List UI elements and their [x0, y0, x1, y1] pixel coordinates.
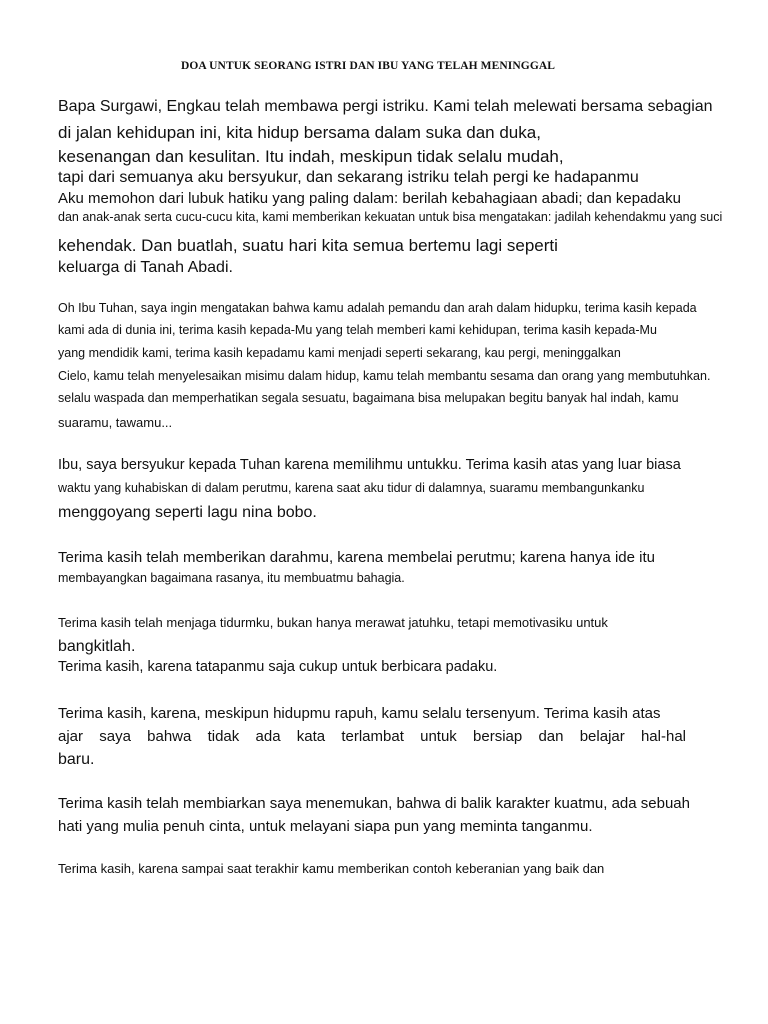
- text-line-1: Bapa Surgawi, Engkau telah membawa pergi istriku. Kami telah melewati bersama sebagian: [58, 98, 713, 115]
- text-line-18: Terima kasih telah memberikan darahmu, karena membelai perutmu; karena hanya ide itu: [58, 549, 655, 566]
- text-line-13: selalu waspada dan memperhatikan segala sesuatu, bagaimana bisa melupakan begitu banyak hal indah, kamu: [58, 391, 679, 405]
- text-line-22: Terima kasih, karena tatapanmu saja cukup untuk berbicara padaku.: [58, 659, 498, 675]
- text-line-5: Aku memohon dari lubuk hatiku yang paling dalam: berilah kebahagiaan abadi; dan kepadaku: [58, 190, 681, 207]
- text-line-21: bangkitlah.: [58, 638, 136, 655]
- text-line-20: Terima kasih telah menjaga tidurmku, bukan hanya merawat jatuhku, tetapi memotivasiku untuk: [58, 615, 608, 630]
- text-line-25: baru.: [58, 751, 95, 768]
- text-line-23: Terima kasih, karena, meskipun hidupmu rapuh, kamu selalu tersenyum. Terima kasih atas: [58, 705, 661, 722]
- text-line-14: suaramu, tawamu...: [58, 415, 173, 430]
- text-line-15: Ibu, saya bersyukur kepada Tuhan karena memilihmu untukku. Terima kasih atas yang luar biasa: [58, 457, 681, 473]
- text-line-6: dan anak-anak serta cucu-cucu kita, kami memberikan kekuatan untuk bisa mengatakan: jadilah kehendakmu yang suci: [58, 210, 723, 224]
- text-line-4: tapi dari semuanya aku bersyukur, dan sekarang istriku telah pergi ke hadapanmu: [58, 169, 639, 186]
- text-line-3: kesenangan dan kesulitan. Itu indah, meskipun tidak selalu mudah,: [58, 147, 564, 166]
- text-line-27: hati yang mulia penuh cinta, untuk melayani siapa pun yang meminta tanganmu.: [58, 818, 593, 835]
- text-line-8: keluarga di Tanah Abadi.: [58, 259, 233, 276]
- text-line-17: menggoyang seperti lagu nina bobo.: [58, 504, 317, 521]
- text-line-10: kami ada di dunia ini, terima kasih kepada-Mu yang telah memberi kami kehidupan, terima kasih kepada-Mu: [58, 323, 657, 337]
- text-line-9: Oh Ibu Tuhan, saya ingin mengatakan bahwa kamu adalah pemandu dan arah dalam hidupku, terima kasih kepada: [58, 301, 697, 315]
- text-line-11: yang mendidik kami, terima kasih kepadamu kami menjadi seperti sekarang, kau pergi, meninggalkan: [58, 346, 621, 360]
- text-line-24: ajar saya bahwa tidak ada kata terlambat untuk bersiap dan belajar hal-hal: [58, 728, 686, 745]
- text-line-7: kehendak. Dan buatlah, suatu hari kita semua bertemu lagi seperti: [58, 236, 558, 255]
- text-line-2: di jalan kehidupan ini, kita hidup bersama dalam suka dan duka,: [58, 123, 541, 142]
- text-line-26: Terima kasih telah membiarkan saya menemukan, bahwa di balik karakter kuatmu, ada sebuah: [58, 795, 690, 812]
- document-title: DOA UNTUK SEORANG ISTRI DAN IBU YANG TELAH MENINGGAL: [180, 60, 556, 72]
- text-line-12: Cielo, kamu telah menyelesaikan misimu dalam hidup, kamu telah membantu sesama dan orang yang membutuhkan.: [58, 369, 711, 383]
- text-line-16: waktu yang kuhabiskan di dalam perutmu, karena saat aku tidur di dalamnya, suaramu membangunkanku: [58, 481, 645, 495]
- text-line-28: Terima kasih, karena sampai saat terakhir kamu memberikan contoh keberanian yang baik dan: [58, 861, 605, 876]
- text-line-19: membayangkan bagaimana rasanya, itu membuatmu bahagia.: [58, 571, 405, 585]
